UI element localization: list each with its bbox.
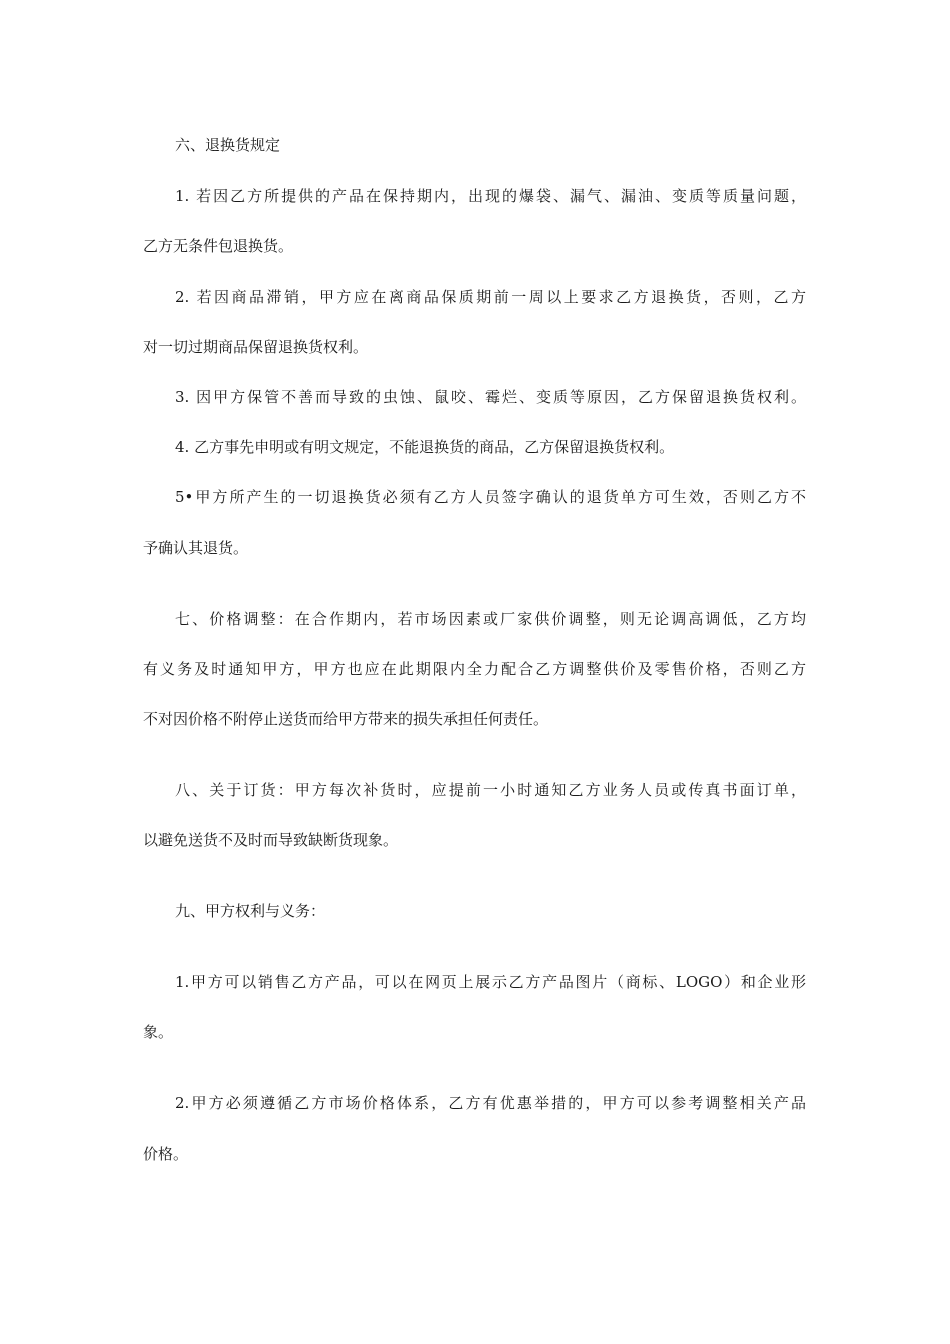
section-6-item-5-line-2: 予确认其退货。 (143, 539, 249, 557)
section-6-item-3-line-1: 3. 因甲方保管不善而导致的虫蚀、鼠咬、霉烂、变质等原因，乙方保留退换货权利。 (175, 388, 806, 406)
section-7-line-3: 不对因价格不附停止送货而给甲方带来的损失承担任何责任。 (143, 710, 549, 728)
section-6-item-4-line-1: 4. 乙方事先申明或有明文规定，不能退换货的商品，乙方保留退换货权利。 (175, 438, 675, 456)
section-6-item-1-line-1: 1. 若因乙方所提供的产品在保持期内，出现的爆袋、漏气、漏油、变质等质量问题， (175, 187, 806, 205)
section-7-line-2: 有义务及时通知甲方，甲方也应在此期限内全力配合乙方调整供价及零售价格，否则乙方 (143, 660, 806, 678)
section-7-line-1: 七、价格调整：在合作期内，若市场因素或厂家供价调整，则无论调高调低，乙方均 (175, 610, 806, 628)
section-6-heading: 六、退换货规定 (175, 136, 281, 154)
section-6-item-5-line-1: 5•甲方所产生的一切退换货必须有乙方人员签字确认的退货单方可生效，否则乙方不 (175, 488, 806, 506)
section-6-item-2-line-1: 2. 若因商品滞销，甲方应在离商品保质期前一周以上要求乙方退换货，否则，乙方 (175, 288, 806, 306)
section-9-item-1-line-2: 象。 (143, 1023, 174, 1041)
section-6-item-2-line-2: 对一切过期商品保留退换货权利。 (143, 338, 369, 356)
section-9-heading: 九、甲方权利与义务： (175, 902, 326, 920)
section-9-item-2-line-2: 价格。 (143, 1145, 189, 1163)
section-9-item-2-line-1: 2.甲方必须遵循乙方市场价格体系，乙方有优惠举措的，甲方可以参考调整相关产品 (175, 1094, 806, 1112)
section-9-item-1-line-1: 1.甲方可以销售乙方产品，可以在网页上展示乙方产品图片（商标、LOGO）和企业形 (175, 973, 806, 991)
section-6-item-1-line-2: 乙方无条件包退换货。 (143, 237, 294, 255)
section-8-line-1: 八、关于订货：甲方每次补货时，应提前一小时通知乙方业务人员或传真书面订单， (175, 781, 806, 799)
section-8-line-2: 以避免送货不及时而导致缺断货现象。 (143, 831, 399, 849)
